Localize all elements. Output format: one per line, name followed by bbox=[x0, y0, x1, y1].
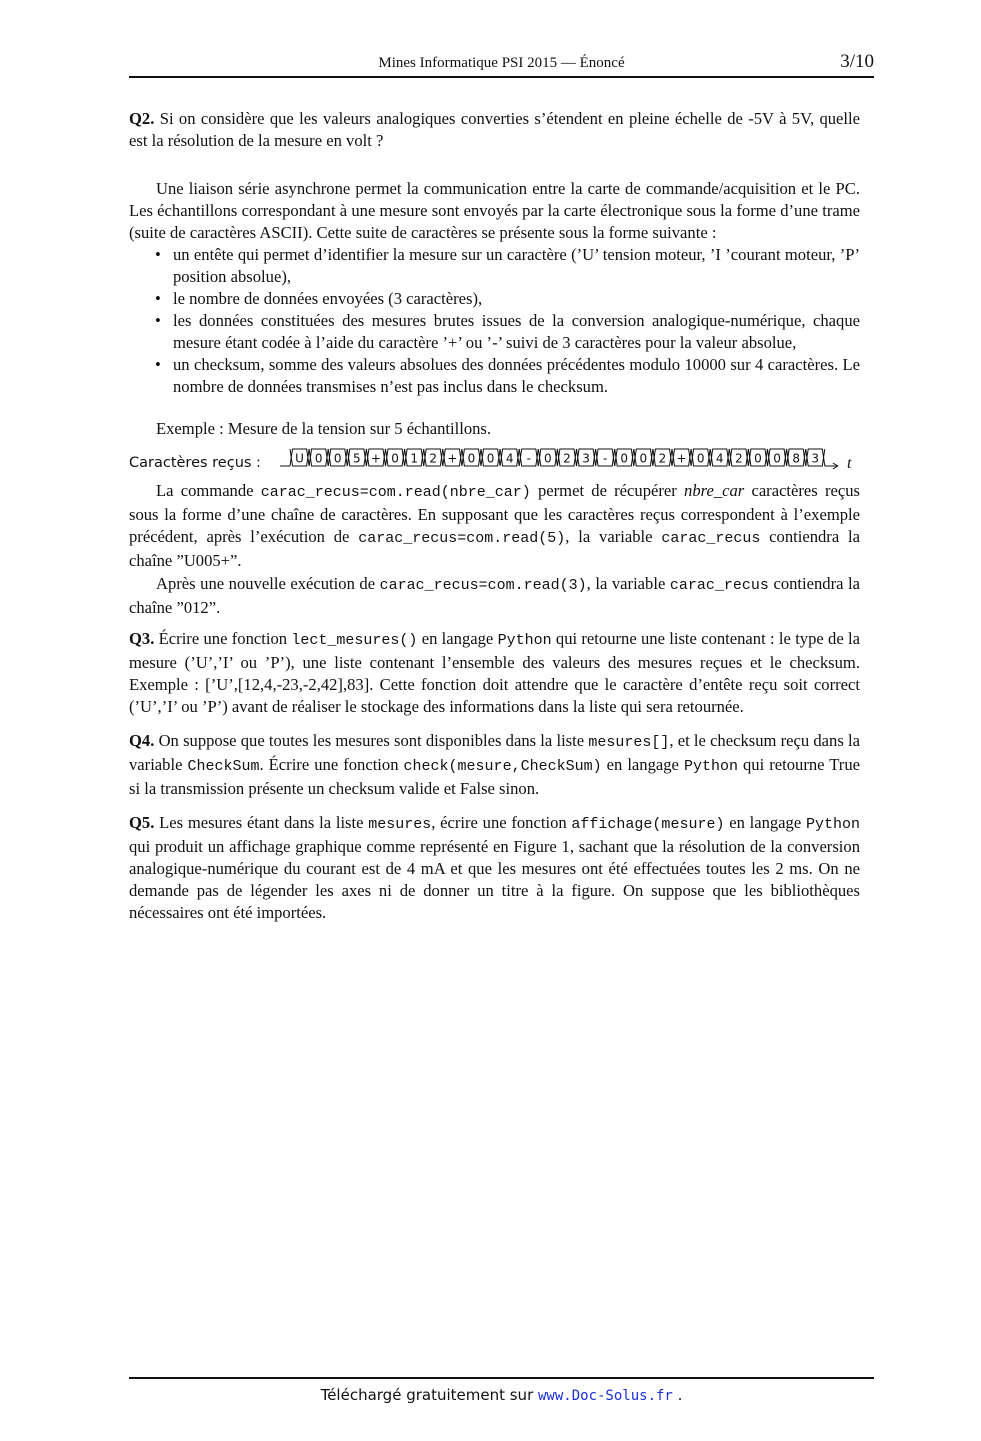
frame-char-cell bbox=[538, 449, 557, 466]
frame-char-cell bbox=[519, 449, 538, 466]
code-inline: CheckSum bbox=[187, 758, 260, 775]
frame-char: 0 bbox=[486, 451, 495, 466]
frame-char: - bbox=[602, 451, 608, 466]
question-q5: Q5. Les mesures étant dans la liste mesures, écrire une fonction affichage(mesure) en langage Python qui produit un affichage graphique comme représenté en Figure 1, sachant que la résolution de la conversion analogique-numérique du courant est de 4 mA et que les mesures ont été effectuées toutes les 2 ms. On ne demande pas de légender les axes ni de donner un titre à la figure. On suppose que les bibliothèques nécessaires ont été importées. bbox=[129, 813, 860, 922]
code-inline: mesures[] bbox=[588, 734, 670, 751]
frame-char: 5 bbox=[353, 451, 361, 466]
header-title: Mines Informatique PSI 2015 — Énoncé bbox=[378, 55, 625, 71]
frame-char: - bbox=[526, 451, 531, 466]
q2-label: Q2. bbox=[129, 109, 155, 128]
list-item: • un entête qui permet d’identifier la mesure sur un caractère (’U’ tension moteur, ’I ’courant moteur, ’P’ position absolue), bbox=[155, 245, 860, 286]
bullet-icon: • bbox=[155, 355, 161, 374]
code-inline: carac_recus bbox=[661, 530, 761, 547]
frame-char-cell bbox=[328, 449, 347, 466]
frame-char: 2 bbox=[429, 451, 438, 466]
q3-label: Q3. bbox=[129, 629, 155, 648]
frame-diagram bbox=[129, 444, 860, 480]
q2-text: Si on considère que les valeurs analogiques converties s’étendent en pleine échelle de -5V à 5V, quelle est la résolution de la mesure en volt ? bbox=[129, 109, 861, 150]
intro-paragraph: Une liaison série asynchrone permet la communication entre la carte de commande/acquisition et le PC. Les échantillons correspondant à une mesure sont envoyés par la carte électronique sous la forme d’une trame (suite de caractères ASCII). Cette suite de caractères se présente sous la forme suivante : bbox=[129, 179, 860, 242]
frame-char-cell bbox=[577, 449, 596, 466]
frame-char: 0 bbox=[639, 451, 648, 466]
footer-divider bbox=[129, 1377, 874, 1379]
code-inline: check(mesure,CheckSum) bbox=[403, 758, 602, 775]
frame-char: 4 bbox=[505, 451, 514, 466]
frame-char: 3 bbox=[582, 451, 590, 466]
frame-label: Caractères reçus : bbox=[129, 455, 261, 471]
document-body bbox=[129, 108, 860, 924]
frame-char-cell bbox=[729, 449, 748, 466]
frame-char-cell bbox=[672, 449, 691, 466]
frame-char-cell bbox=[691, 449, 710, 466]
read-paragraph-2: Après une nouvelle exécution de carac_recus=com.read(3), la variable carac_recus contiendra la chaîne ”012”. bbox=[129, 574, 860, 617]
code-inline: carac_recus=com.read(nbre_car) bbox=[260, 484, 531, 501]
frame-char-cell bbox=[615, 449, 634, 466]
frame-char-cell bbox=[386, 449, 405, 466]
frame-char: + bbox=[447, 451, 458, 466]
list-item: • un checksum, somme des valeurs absolues des données précédentes modulo 10000 sur 4 caractères. Le nombre de données transmises n’est pas inclus dans le checksum. bbox=[155, 355, 860, 396]
code-inline: carac_recus=com.read(3) bbox=[379, 577, 587, 594]
code-inline: carac_recus=com.read(5) bbox=[358, 530, 566, 547]
frame-char-cell bbox=[748, 449, 767, 466]
page-footer: Téléchargé gratuitement sur www.Doc-Solus.fr . bbox=[320, 1386, 683, 1404]
frame-char: 0 bbox=[391, 451, 399, 466]
question-q3: Q3. Écrire une fonction lect_mesures() en langage Python qui retourne une liste contenant : le type de la mesure (’U’,’I’ ou ’P’), une liste contenant l’ensemble des valeurs des mesures reçues et le checksum. Exemple : [’U’,[12,4,-23,-2,42],83]. Cette fonction doit attendre que le caractère d’entête reçu soit correct (’U’,’I’ ou ’P’) avant de réaliser le stockage des informations dans la liste qui sera retournée. bbox=[129, 629, 860, 716]
frame-char-cell bbox=[653, 449, 672, 466]
frame-format-list bbox=[129, 244, 860, 398]
frame-char-cell bbox=[405, 449, 424, 466]
frame-char-cell bbox=[768, 449, 787, 466]
bullet-icon: • bbox=[155, 245, 161, 264]
bullet-icon: • bbox=[155, 311, 161, 330]
frame-char: + bbox=[676, 451, 687, 466]
frame-char-cell bbox=[290, 449, 309, 466]
code-inline: lect_mesures() bbox=[291, 632, 418, 649]
frame-char-cell bbox=[309, 449, 328, 466]
code-inline: Python bbox=[805, 816, 860, 833]
frame-char-cell bbox=[347, 449, 366, 466]
code-inline: Python bbox=[683, 758, 738, 775]
frame-char: 2 bbox=[658, 451, 667, 466]
frame-char: 3 bbox=[811, 451, 820, 466]
frame-char: 0 bbox=[467, 451, 476, 466]
frame-char-cell bbox=[424, 449, 443, 466]
example-text: Exemple : Mesure de la tension sur 5 échantillons. bbox=[156, 419, 492, 438]
footer-link[interactable]: www.Doc-Solus.fr bbox=[538, 1388, 673, 1404]
frame-char: 8 bbox=[792, 451, 800, 466]
frame-char-cell bbox=[462, 449, 481, 466]
list-item: • les données constituées des mesures brutes issues de la conversion analogique-numérique, chaque mesure étant codée à l’aide du caractère ’+’ ou ’-’ suivi de 3 caractères pour la valeur absolue, bbox=[155, 311, 860, 352]
frame-char: 0 bbox=[333, 451, 342, 466]
list-item: • le nombre de données envoyées (3 caractères), bbox=[155, 289, 483, 308]
bullet-icon: • bbox=[155, 289, 161, 308]
frame-char-cell bbox=[366, 449, 385, 466]
frame-char: 0 bbox=[773, 451, 781, 466]
frame-char: + bbox=[370, 451, 381, 466]
question-q2 bbox=[129, 108, 860, 152]
code-inline: carac_recus bbox=[669, 577, 769, 594]
code-inline: mesures bbox=[368, 816, 432, 833]
frame-char: 0 bbox=[544, 451, 552, 466]
frame-char: 0 bbox=[620, 451, 629, 466]
frame-char-cell bbox=[710, 449, 729, 466]
frame-char: 0 bbox=[696, 451, 705, 466]
frame-char-cell bbox=[443, 449, 462, 466]
frame-char-cell bbox=[500, 449, 519, 466]
question-q4: Q4. On suppose que toutes les mesures sont disponibles dans la liste mesures[], et le checksum reçu dans la variable CheckSum. Écrire une fonction check(mesure,CheckSum) en langage Python qui retourne True si la transmission présente un checksum valide et False sinon. bbox=[129, 731, 860, 798]
frame-char: 2 bbox=[735, 451, 743, 466]
frame-char-cell bbox=[806, 449, 825, 466]
page-header bbox=[129, 52, 874, 78]
frame-char-cell bbox=[787, 449, 806, 466]
frame-char: 0 bbox=[754, 451, 762, 466]
frame-char-cell bbox=[557, 449, 576, 466]
page-number: 3/10 bbox=[840, 51, 874, 72]
var-name: nbre_car bbox=[684, 481, 745, 500]
read-paragraph-1: La commande carac_recus=com.read(nbre_car) permet de récupérer nbre_car caractères reçus sous la forme d’une chaîne de caractères. En supposant que les caractères reçus correspondent à l’exemple précédent, après l’exécution de carac_recus=com.read(5), la variable carac_recus contiendra la chaîne ”U005+”. bbox=[129, 481, 860, 570]
frame-char-cell bbox=[634, 449, 653, 466]
q5-label: Q5. bbox=[129, 813, 155, 832]
q4-label: Q4. bbox=[129, 731, 155, 750]
code-inline: Python bbox=[497, 632, 552, 649]
frame-char: 2 bbox=[563, 451, 571, 466]
frame-char: 0 bbox=[314, 451, 323, 466]
frame-char-cell bbox=[596, 449, 615, 466]
frame-timeline bbox=[280, 444, 850, 474]
frame-char: 1 bbox=[410, 451, 418, 466]
frame-char: 4 bbox=[715, 451, 724, 466]
frame-char: U bbox=[295, 451, 304, 466]
time-axis-label: t bbox=[847, 455, 852, 472]
frame-char-cell bbox=[481, 449, 500, 466]
code-inline: affichage(mesure) bbox=[571, 816, 725, 833]
